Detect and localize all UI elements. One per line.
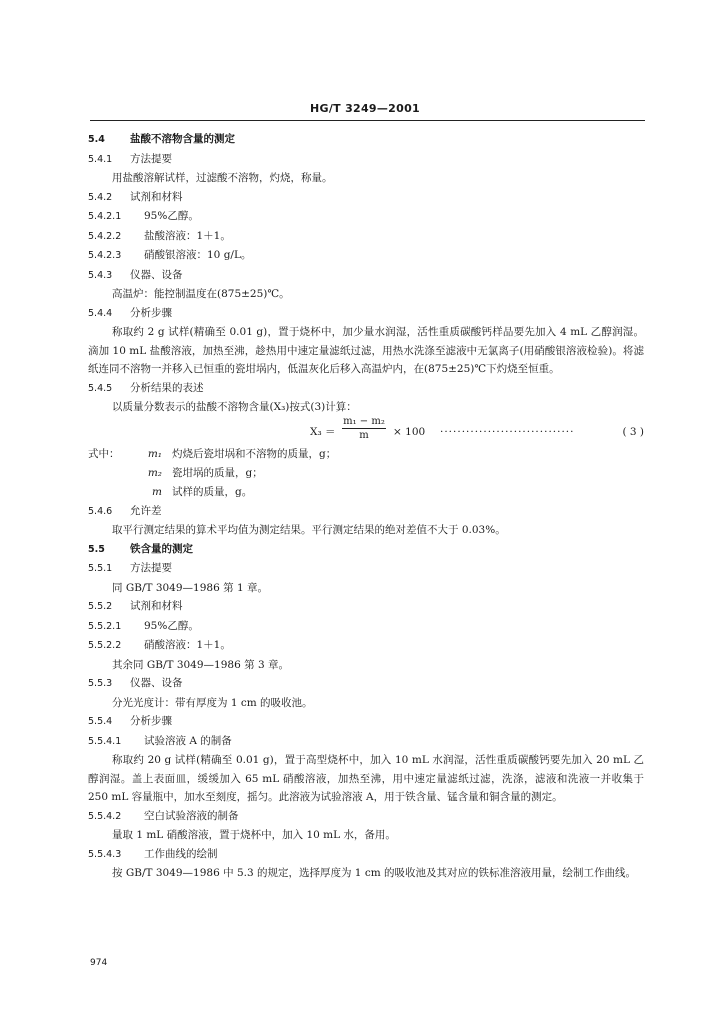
clause-title: 方法提要	[130, 562, 172, 574]
sub-clause-heading	[88, 845, 644, 865]
formula-denominator: m	[359, 429, 369, 441]
clause-title: 分析步骤	[130, 715, 172, 727]
paragraph: 用盐酸溶解试样，过滤酸不溶物，灼烧，称量。	[112, 172, 333, 184]
clause-text: 盐酸溶液：1＋1。	[144, 229, 231, 242]
variables-label: 式中：	[88, 447, 120, 460]
variable-definition	[88, 445, 644, 464]
section-heading	[88, 540, 644, 560]
clause-heading	[88, 150, 644, 170]
clause-title: 工作曲线的绘制	[144, 847, 218, 860]
variable-symbol: m	[152, 485, 162, 498]
paragraph: 称取约 2 g 试样(精确至 0.01 g)，置于烧杯中，加少量水润湿，活性重质碳酸钙样品要先加入 4 mL 乙醇润湿。滴加 10 mL 盐酸溶液，加热至沸，趁热用中速定量滤纸过滤，用热水洗涤至滤液中无氯离子(用硝酸银溶液检验)。将滤纸连同不溶物一并移入已恒重的瓷坩埚内，低温灰化后移入高温炉内，在(875±25)℃下灼烧至恒重。	[88, 326, 644, 375]
clause-number: 5.5.3	[88, 678, 113, 689]
sub-clause	[88, 636, 644, 656]
section-title: 铁含量的测定	[130, 542, 193, 555]
clause-number: 5.5.1	[88, 563, 113, 574]
clause-title: 允许差	[130, 504, 162, 517]
paragraph: 同 GB/T 3049—1986 第 1 章。	[112, 581, 268, 594]
clause-heading	[88, 559, 644, 579]
clause-heading	[88, 674, 644, 694]
paragraph: 称取约 20 g 试样(精确至 0.01 g)，置于高型烧杯中，加入 10 mL 水润湿，活性重质碳酸钙要先加入 20 mL 乙醇润湿。盖上表面皿，缓缓加入 65 mL 硝酸溶液，加热至沸，用中速定量滤纸过滤，洗涤，滤液和洗液一并收集于 250 mL 容量瓶中，加水至刻度，摇匀。此溶液为试验溶液 A，用于铁含量、锰含量和铜含量的测定。	[88, 754, 644, 803]
clause-heading	[88, 379, 644, 399]
clause-number: 5.4.3	[88, 269, 113, 281]
clause-number: 5.5.4.1	[88, 735, 122, 747]
sub-clause	[88, 246, 644, 266]
variable-description: 试样的质量，g。	[172, 485, 253, 498]
sub-clause	[88, 207, 644, 227]
clause-number: 5.5.4.3	[88, 848, 122, 860]
formula-lhs: X₃ ＝	[310, 425, 336, 438]
clause-text: 硝酸溶液：1＋1。	[144, 639, 231, 651]
clause-text: 95%乙醇。	[144, 210, 199, 222]
standard-number-header: HG/T 3249—2001	[309, 102, 421, 115]
clause-number: 5.4.4	[88, 307, 113, 319]
clause-number: 5.4.2.2	[88, 230, 122, 242]
clause-title: 仪器、设备	[130, 677, 183, 689]
clause-heading	[88, 502, 644, 522]
formula-multiplier: × 100	[393, 425, 426, 438]
clause-title: 试剂和材料	[130, 600, 183, 612]
clause-text: 95%乙醇。	[144, 619, 199, 632]
formula-numerator: m₁ − m₂	[343, 415, 385, 427]
variable-definition	[88, 464, 644, 483]
clause-heading	[88, 712, 644, 732]
section-number: 5.5	[88, 543, 105, 555]
clause-heading	[88, 188, 644, 208]
variable-description: 瓷坩埚的质量，g；	[172, 466, 263, 479]
section-title: 盐酸不溶物含量的测定	[130, 133, 235, 145]
clause-heading	[88, 304, 644, 324]
clause-title: 空白试验溶液的制备	[144, 809, 239, 822]
clause-title: 试验溶液 A 的制备	[144, 734, 232, 747]
clause-number: 5.4.6	[88, 505, 113, 517]
formula-leader-dots: ·······························	[440, 425, 575, 438]
paragraph: 量取 1 mL 硝酸溶液，置于烧杯中，加入 10 mL 水，备用。	[112, 829, 396, 841]
clause-title: 试剂和材料	[130, 190, 183, 203]
clause-number: 5.5.2.2	[88, 640, 122, 651]
variable-symbol: m₂	[147, 466, 162, 479]
paragraph: 高温炉：能控制温度在(875±25)℃。	[112, 288, 290, 300]
header-rule	[90, 120, 645, 121]
clause-number: 5.4.2.1	[88, 211, 122, 222]
clause-number: 5.5.4.2	[88, 810, 122, 822]
variable-definition	[88, 483, 644, 502]
paragraph: 按 GB/T 3049—1986 中 5.3 的规定，选择厚度为 1 cm 的吸收池及其对应的铁标准溶液用量，绘制工作曲线。	[112, 867, 637, 879]
formula-3	[88, 417, 644, 445]
section-number: 5.4	[88, 134, 105, 145]
clause-number: 5.4.2.3	[88, 250, 122, 261]
clause-heading	[88, 266, 644, 286]
variable-description: 灼烧后瓷坩埚和不溶物的质量，g；	[172, 447, 337, 460]
paragraph: 其余同 GB/T 3049—1986 第 3 章。	[112, 658, 289, 671]
clause-number: 5.4.2	[88, 191, 113, 203]
paragraph: 取平行测定结果的算术平均值为测定结果。平行测定结果的绝对差值不大于 0.03%。	[112, 524, 506, 536]
formula-fraction	[342, 415, 386, 442]
paragraph: 以质量分数表示的盐酸不溶物含量(X₃)按式(3)计算：	[112, 401, 357, 413]
clause-title: 仪器、设备	[130, 268, 183, 281]
sub-clause-heading	[88, 732, 644, 752]
clause-number: 5.5.2	[88, 601, 113, 612]
clause-title: 方法提要	[130, 152, 172, 165]
sub-clause	[88, 617, 644, 637]
clause-number: 5.5.4	[88, 716, 113, 727]
clause-number: 5.4.5	[88, 382, 113, 394]
section-heading	[88, 130, 644, 150]
document-body	[88, 130, 644, 883]
variable-symbol: m₁	[147, 447, 162, 460]
clause-number: 5.5.2.1	[88, 620, 122, 632]
paragraph: 分光光度计：带有厚度为 1 cm 的吸收池。	[112, 696, 313, 709]
equation-number: ( 3 )	[622, 425, 644, 438]
clause-heading	[88, 597, 644, 617]
clause-title: 分析步骤	[130, 306, 172, 319]
page-number: 974	[90, 958, 108, 968]
clause-text: 硝酸银溶液：10 g/L。	[144, 249, 252, 261]
sub-clause-heading	[88, 807, 644, 827]
sub-clause	[88, 227, 644, 247]
clause-title: 分析结果的表述	[130, 381, 204, 394]
clause-number: 5.4.1	[88, 153, 113, 165]
